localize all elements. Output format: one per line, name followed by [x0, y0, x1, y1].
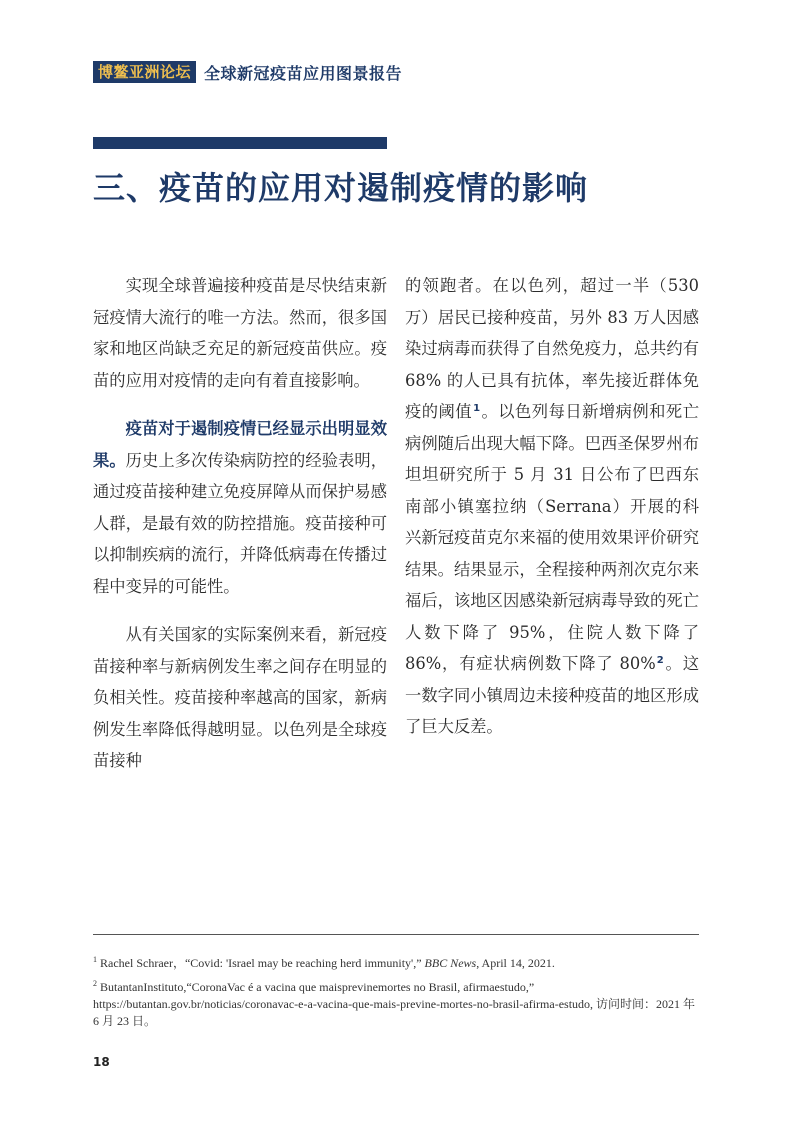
case-text-part3: 。这一数字同小镇周边未接种疫苗的地区形成了巨大反差。 [405, 654, 699, 736]
report-title: 全球新冠疫苗应用图景报告 [204, 63, 403, 83]
forum-brand-label: 博鳌亚洲论坛 [93, 61, 196, 83]
page-number: 18 [93, 1055, 110, 1069]
footnote-1-source: BBC News [424, 956, 477, 970]
left-column [93, 270, 387, 794]
intro-paragraph: 实现全球普遍接种疫苗是尽快结束新冠疫情大流行的唯一方法。然而，很多国家和地区尚缺乏充足的新冠疫苗供应。疫苗的应用对疫情的走向有着直接影响。 [93, 276, 387, 390]
case-text-part1: 的领跑者。在以色列，超过一半（530万）居民已接种疫苗，另外 83 万人因感染过病毒而获得了自然免疫力，总共约有68% 的人已具有抗体，率先接近群体免疫的阈值 [405, 276, 699, 421]
footnote-ref-1[interactable]: 1 [473, 402, 481, 414]
footnote-divider [93, 934, 699, 935]
footnotes [93, 955, 699, 1037]
right-column [405, 270, 699, 743]
effect-paragraph [93, 413, 387, 602]
footnote-2 [93, 979, 699, 1030]
footnote-1-date: , April 14, 2021. [476, 956, 555, 970]
footnote-1-number: 1 [93, 955, 97, 964]
footnote-ref-2[interactable]: 2 [656, 654, 664, 666]
page-header [93, 60, 402, 84]
title-accent-bar [93, 137, 387, 149]
section-title: 三、疫苗的应用对遏制疫情的影响 [93, 169, 589, 207]
case-paragraph: 从有关国家的实际案例来看，新冠疫苗接种率与新病例发生率之间存在明显的负相关性。疫苗接种率越高的国家，新病例发生率降低得越明显。以色列是全球疫苗接种 [93, 625, 387, 770]
footnote-1-text: Rachel Schraer，“Covid: 'Israel may be reaching herd immunity',” [100, 956, 425, 970]
effect-body-text: 历史上多次传染病防控的经验表明，通过疫苗接种建立免疫屏障从而保护易感人群，是最有效的防控措施。疫苗接种可以抑制疾病的流行，并降低病毒在传播过程中变异的可能性。 [93, 450, 387, 596]
effect-lead-sentence: 疫苗对于遏制疫情已经显示出明显效果。 [93, 419, 387, 470]
case-paragraph-continued [405, 270, 699, 743]
footnote-2-text: ButantanInstituto,“CoronaVac é a vacina que maisprevinemortes no Brasil, afirmaestudo,” https://butantan.gov.br/noticias/coronavac-e-a-vacina-que-mais-previne-mortes-no-brasil-afirma-estudo, 访问时间：2021 年 6 月 23 日。 [93, 980, 696, 1028]
footnote-1 [93, 955, 699, 972]
case-text-part2: 。以色列每日新增病例和死亡病例随后出现大幅下降。巴西圣保罗州布坦坦研究所于 5 月 31 日公布了巴西东南部小镇塞拉纳（Serrana）开展的科兴新冠疫苗克尔来福的使用效果评价研究结果。结果显示，全程接种两剂次克尔来福后，该地区因感染新冠病毒导致的死亡人数下降了 95%，住院人数下降了 86%，有症状病例数下降了 80% [405, 402, 699, 673]
footnote-2-number: 2 [93, 979, 97, 988]
